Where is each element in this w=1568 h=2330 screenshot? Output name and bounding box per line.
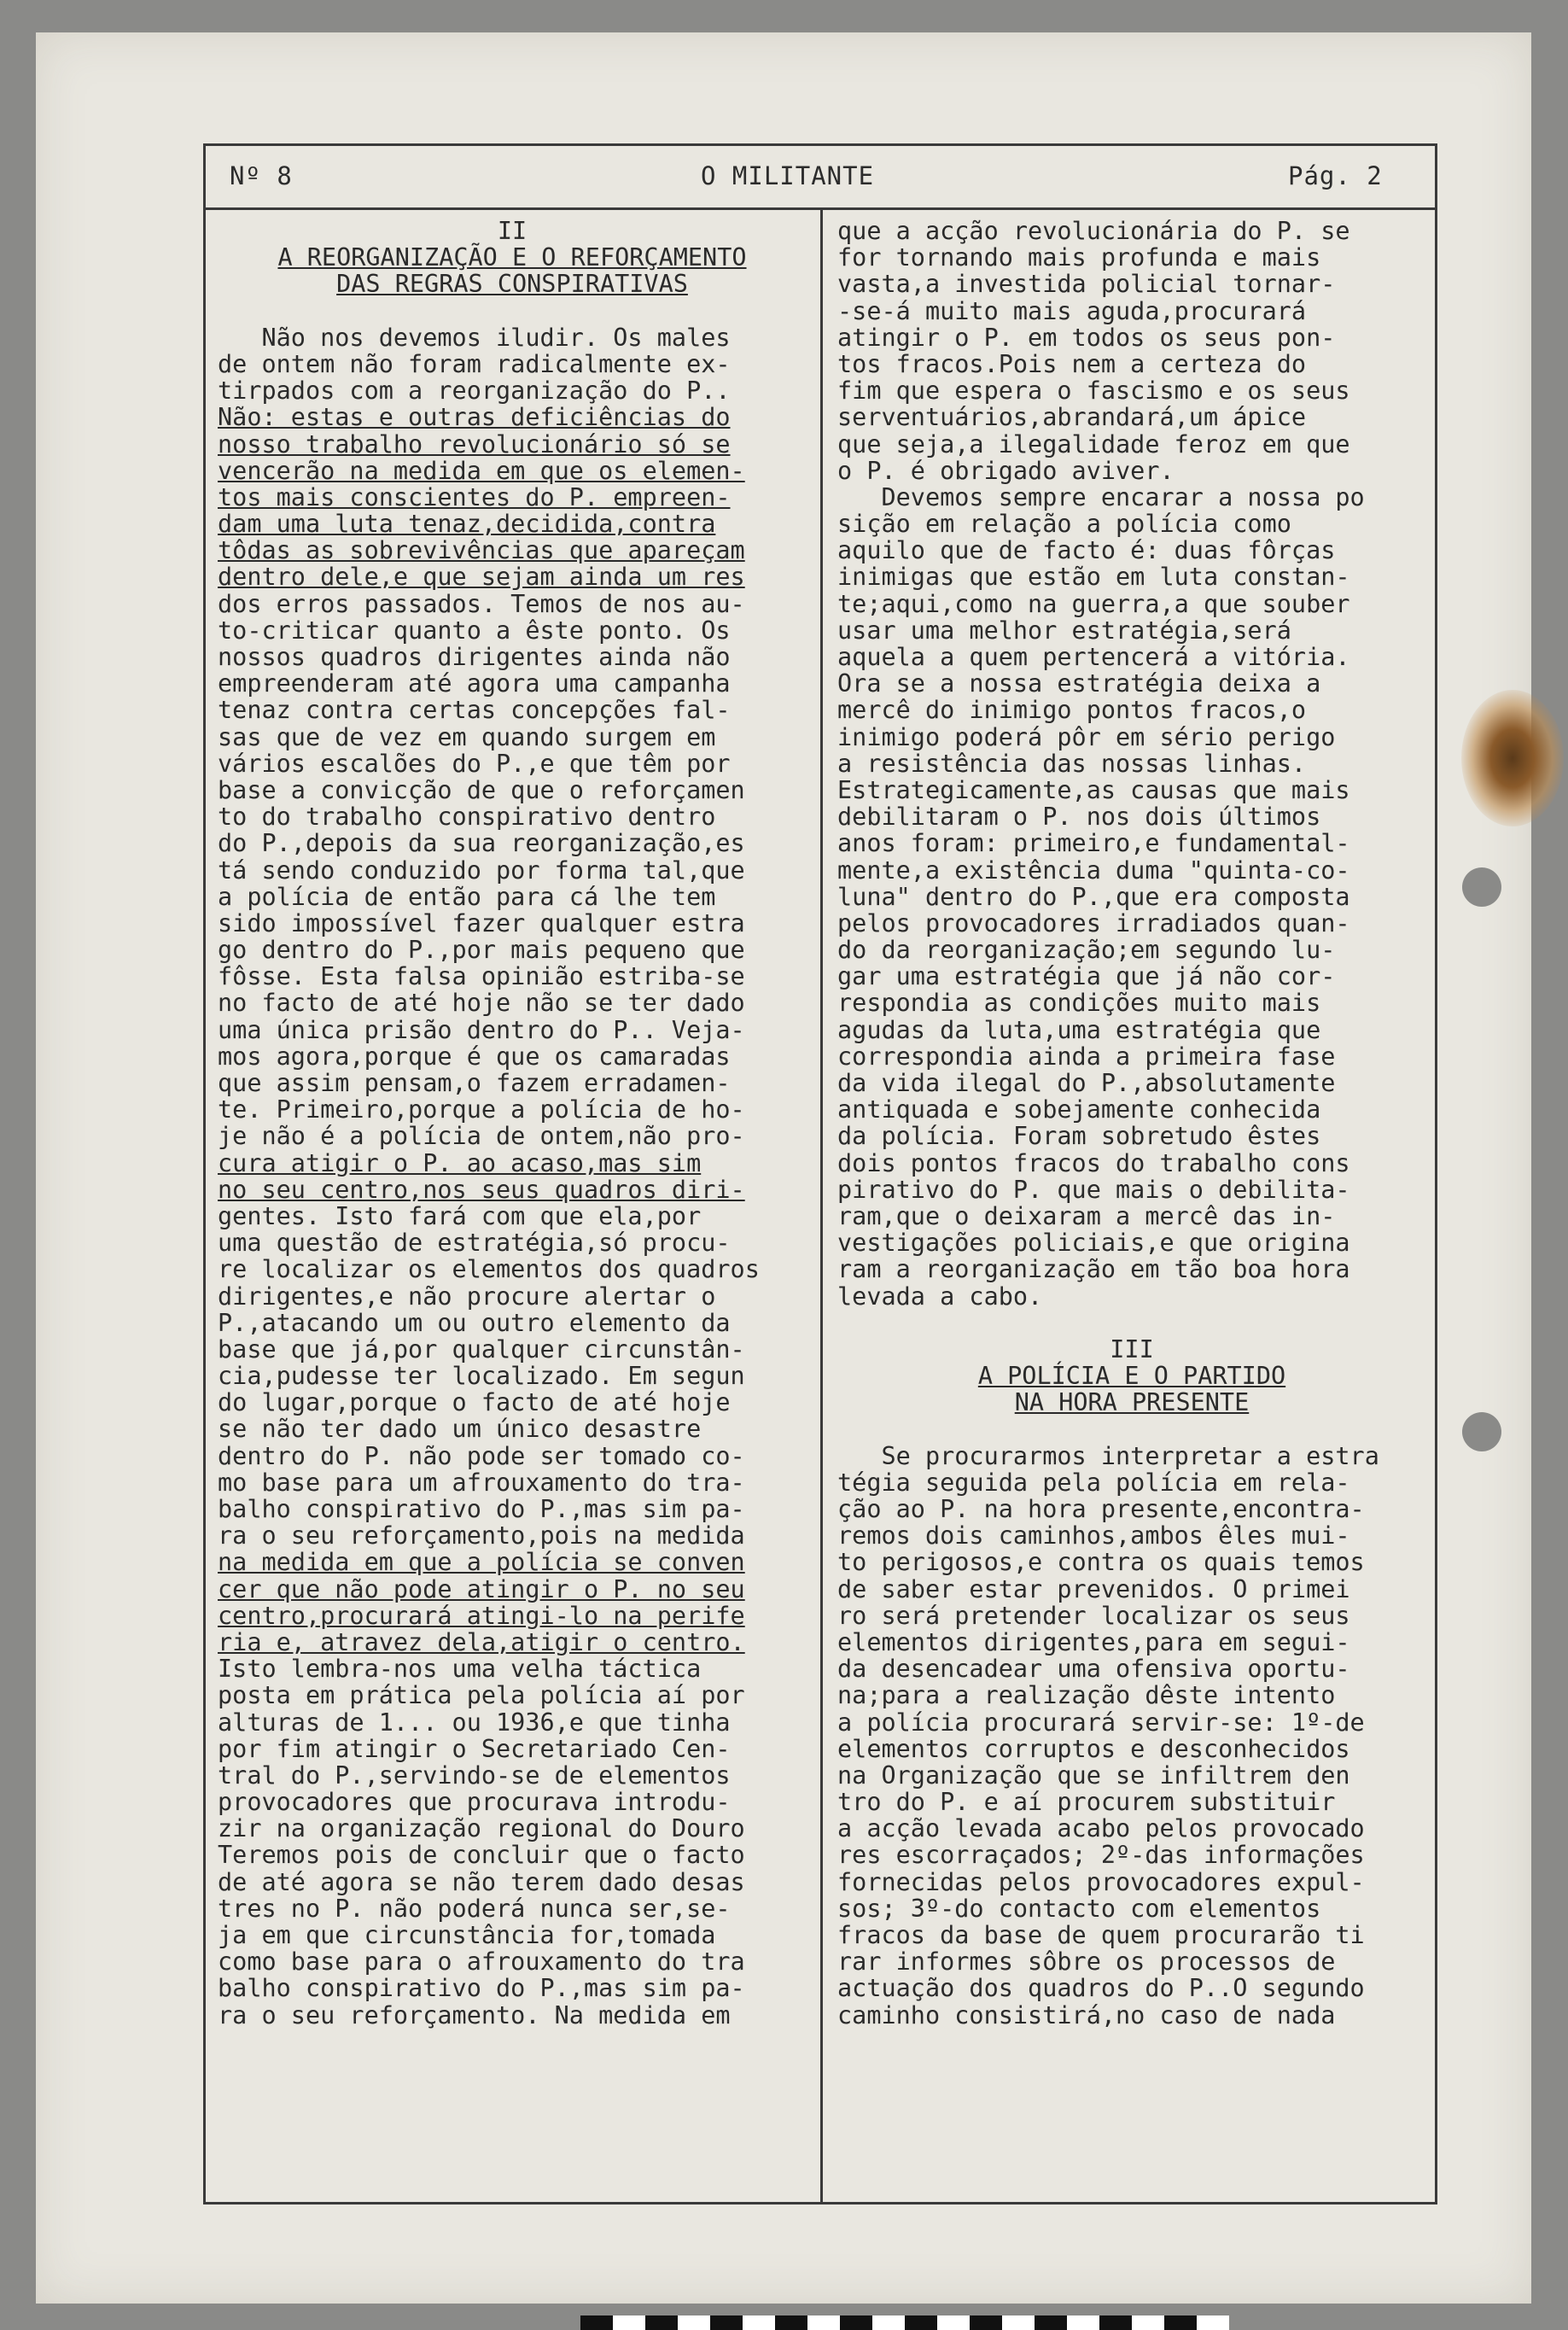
right-column-text-line: rar informes sôbre os processos de (837, 1948, 1336, 1977)
left-column-text-line: provocadores que procurava introdu- (218, 1788, 731, 1817)
left-column-text-line: na medida em que a polícia se conven (218, 1548, 745, 1577)
left-column-text-line: P.,atacando um ou outro elemento da (218, 1308, 731, 1337)
right-column-text-line: elementos dirigentes,para em segui- (837, 1627, 1350, 1656)
right-column-text-line: ram a reorganização em tão boa hora (837, 1255, 1350, 1284)
left-column-text-line: nosso trabalho revolucionário só se (218, 429, 731, 458)
right-column-text-line: que seja,a ilegalidade feroz em que (837, 429, 1350, 458)
right-column-text-line: res escorraçados; 2º-das informações (837, 1841, 1365, 1870)
publication-title: O MILITANTE (701, 161, 875, 190)
left-column-text-line: nossos quadros dirigentes ainda não (218, 643, 731, 671)
left-column-text-line: cia,pudesse ter localizado. Em segun (218, 1362, 745, 1391)
right-column-text-line: Ora se a nossa estratégia deixa a (837, 669, 1321, 698)
left-column-text-line: mos agora,porque é que os camaradas (218, 1042, 731, 1071)
right-column-text-line: sos; 3º-do contacto com elementos (837, 1894, 1321, 1923)
left-column-text-line: gentes. Isto fará com que ela,por (218, 1201, 702, 1230)
left-column-text-line: ria e, atravez dela,atigir o centro. (218, 1627, 745, 1656)
right-column-text-line (837, 1416, 1426, 1442)
left-column-text-line: Não: estas e outras deficiências do (218, 403, 731, 432)
right-column-text-line: actuação dos quadros do P..O segundo (837, 1974, 1365, 2003)
right-column-text-line: elementos corruptos e desconhecidos (837, 1734, 1350, 1763)
right-column-text-line: debilitaram o P. nos dois últimos (837, 803, 1321, 832)
right-column-text-line: sição em relação a polícia como (837, 510, 1291, 539)
right-column-text-line: antiquada e sobejamente conhecida (837, 1095, 1321, 1124)
right-column-text-line: a acção levada acabo pelos provocado (837, 1814, 1365, 1843)
left-column-text-line: ra o seu reforçamento,pois na medida (218, 1521, 745, 1550)
left-column-text-line: balho conspirativo do P.,mas sim pa- (218, 1495, 745, 1523)
right-column-text-line: a polícia procurará servir-se: 1º-de (837, 1708, 1365, 1737)
left-column-text-line: A REORGANIZAÇÃO E O REFORÇAMENTO (277, 243, 747, 272)
right-column-text-line: ção ao P. na hora presente,encontra- (837, 1495, 1365, 1523)
page-frame (203, 143, 1437, 2204)
right-column-text-line: inimigo poderá pôr em sério perigo (837, 722, 1336, 751)
right-column-text-line: de saber estar prevenidos. O primei (837, 1574, 1350, 1603)
right-column-text-line: ram,que o deixaram a mercê das in- (837, 1201, 1336, 1230)
left-column-text-line: de ontem não foram radicalmente ex- (218, 349, 731, 378)
left-column-text-line: sido impossível fazer qualquer estra (218, 908, 745, 937)
right-column-text-line: -se-á muito mais aguda,procurará (837, 296, 1307, 325)
right-column-text-line: tro do P. e aí procurem substituir (837, 1788, 1336, 1817)
left-column-text-line: Não nos devemos iludir. Os males (218, 323, 731, 352)
left-column-text-line: tôdas as sobrevivências que apareçam (218, 536, 745, 565)
right-column-text-line: NA HORA PRESENTE (1014, 1388, 1250, 1417)
right-column-text-line: aquilo que de facto é: duas fôrças (837, 536, 1336, 565)
right-column-text-line: atingir o P. em todos os seus pon- (837, 323, 1336, 352)
right-column-text-line: Estrategicamente,as causas que mais (837, 775, 1350, 804)
right-column-text-line: mente,a existência duma "quinta-co- (837, 856, 1350, 885)
right-column (837, 218, 1426, 2029)
right-column-text-line: mercê do inimigo pontos fracos,o (837, 696, 1307, 725)
right-column-text-line: pelos provocadores irradiados quan- (837, 908, 1350, 937)
left-column-text-line: a polícia de então para cá lhe tem (218, 882, 716, 911)
left-column-text-line: Teremos pois de concluir que o facto (218, 1841, 745, 1870)
left-column-text-line: re localizar os elementos dos quadros (218, 1255, 760, 1284)
left-column-text-line: base que já,por qualquer circunstân- (218, 1334, 745, 1364)
left-column-text-line: posta em prática pela polícia aí por (218, 1681, 745, 1710)
right-column-text-line: to perigosos,e contra os quais temos (837, 1548, 1365, 1577)
left-column-text-line: dos erros passados. Temos de nos au- (218, 589, 745, 618)
burn-stain (1461, 690, 1564, 826)
right-column-text-line: caminho consistirá,no caso de nada (837, 2000, 1336, 2029)
right-column-text-line: luna" dentro do P.,que era composta (837, 882, 1350, 911)
left-column-text-line: do P.,depois da sua reorganização,es (218, 829, 745, 858)
right-column-text-line: remos dois caminhos,ambos êles mui- (837, 1521, 1350, 1550)
right-column-text-line: da vida ilegal do P.,absolutamente (837, 1069, 1336, 1097)
left-column-text-line: ja em que circunstância for,tomada (218, 1921, 716, 1949)
left-column-text-line: balho conspirativo do P.,mas sim pa- (218, 1974, 745, 2003)
left-column-text-line: ra o seu reforçamento. Na medida em (218, 2000, 731, 2029)
left-column-text-line: fôsse. Esta falsa opinião estriba-se (218, 962, 745, 991)
column-divider (820, 207, 823, 2202)
left-column-text-line: tos mais conscientes do P. empreen- (218, 482, 731, 511)
right-column-text-line: Devemos sempre encarar a nossa po (837, 482, 1365, 511)
right-column-text-line: do da reorganização;em segundo lu- (837, 936, 1336, 965)
right-column-text-line: for tornando mais profunda e mais (837, 243, 1321, 272)
right-column-text-line: a resistência das nossas linhas. (837, 749, 1307, 778)
right-column-text-line (837, 1310, 1426, 1336)
left-column-text-line: alturas de 1... ou 1936,e que tinha (218, 1708, 731, 1737)
right-column-text-line: inimigas que estão em luta constan- (837, 563, 1350, 592)
left-column-text-line: zir na organização regional do Douro (218, 1814, 745, 1843)
right-column-text-line: levada a cabo. (837, 1282, 1043, 1311)
left-column-text-line: dentro do P. não pode ser tomado co- (218, 1441, 745, 1470)
left-column-text-line: Isto lembra-nos uma velha táctica (218, 1655, 702, 1684)
right-column-text-line: vasta,a investida policial tornar- (837, 270, 1336, 299)
right-column-text-line: usar uma melhor estratégia,será (837, 616, 1291, 645)
right-column-text-line: Se procurarmos interpretar a estra (837, 1441, 1379, 1470)
right-column-text-line: aquela a quem pertencerá a vitória. (837, 643, 1350, 671)
left-column-text-line: no seu centro,nos seus quadros diri- (218, 1175, 745, 1204)
scale-ruler (580, 2315, 1229, 2330)
right-column-text-line: fim que espera o fascismo e os seus (837, 377, 1350, 406)
left-column-text-line: tirpados com a reorganização do P.. (218, 377, 731, 406)
left-column-text-line: DAS REGRAS CONSPIRATIVAS (336, 270, 688, 299)
right-column-text-line: na;para a realização dêste intento (837, 1681, 1336, 1710)
left-column-text-line: vários escalões do P.,e que têm por (218, 749, 731, 778)
left-column-text-line: mo base para um afrouxamento do tra- (218, 1468, 745, 1497)
left-column-text-line: to do trabalho conspirativo dentro (218, 803, 716, 832)
left-column-text-line: base a convicção de que o reforçamen (218, 775, 745, 804)
punch-hole-top (1462, 867, 1501, 907)
left-column-text-line: go dentro do P.,por mais pequeno que (218, 936, 745, 965)
left-column-text-line: no facto de até hoje não se ter dado (218, 989, 745, 1018)
left-column-text-line: do lugar,porque o facto de até hoje (218, 1388, 731, 1417)
left-column-text-line: dentro dele,e que sejam ainda um res (218, 563, 745, 592)
right-column-text-line: correspondia ainda a primeira fase (837, 1042, 1336, 1071)
right-column-text-line: da desencadear uma ofensiva oportu- (837, 1655, 1350, 1684)
right-column-text-line: serventuários,abrandará,um ápice (837, 403, 1307, 432)
right-column-text-line: na Organização que se infiltrem den (837, 1761, 1350, 1790)
left-column-text-line: II (497, 217, 528, 245)
right-column-text-line: tégia seguida pela polícia em rela- (837, 1468, 1350, 1497)
right-column-text-line: fornecidas pelos provocadores expul- (837, 1867, 1365, 1896)
right-column-text-line: anos foram: primeiro,e fundamental- (837, 829, 1350, 858)
left-column-text-line: como base para o afrouxamento do tra (218, 1948, 745, 1977)
right-column-text-line: A POLÍCIA E O PARTIDO (977, 1362, 1286, 1391)
left-column-text-line: sas que de vez em quando surgem em (218, 722, 716, 751)
left-column-text-line: centro,procurará atingi-lo na perife (218, 1601, 745, 1630)
left-column-text-line: dam uma luta tenaz,decidida,contra (218, 510, 716, 539)
punch-hole-bottom (1462, 1412, 1501, 1451)
left-column-text-line: cer que não pode atingir o P. no seu (218, 1574, 745, 1603)
right-column-text-line: ro será pretender localizar os seus (837, 1601, 1350, 1630)
left-column-text-line: tenaz contra certas concepções fal- (218, 696, 731, 725)
right-column-text-line: gar uma estratégia que já não cor- (837, 962, 1336, 991)
left-column-text-line: je não é a polícia de ontem,não pro- (218, 1122, 745, 1151)
right-column-text-line: vestigações policiais,e que origina (837, 1229, 1350, 1258)
left-column-text-line: vencerão na medida em que os elemen- (218, 456, 745, 485)
page-header (206, 146, 1435, 210)
right-column-text-line: da polícia. Foram sobretudo êstes (837, 1122, 1321, 1151)
left-column-text-line: uma questão de estratégia,só procu- (218, 1229, 731, 1258)
left-column (218, 218, 807, 2029)
left-column-text-line: tres no P. não poderá nunca ser,se- (218, 1894, 731, 1923)
left-column-text-line: to-criticar quanto a êste ponto. Os (218, 616, 731, 645)
right-column-text-line: III (1110, 1334, 1154, 1364)
issue-number: Nº 8 (230, 161, 293, 190)
left-column-text-line: tá sendo conduzido por forma tal,que (218, 856, 745, 885)
right-column-text-line: fracos da base de quem procurarão ti (837, 1921, 1365, 1949)
typewritten-page (36, 32, 1531, 2304)
page-number: Pág. 2 (1288, 161, 1383, 190)
left-column-text-line: te. Primeiro,porque a polícia de ho- (218, 1095, 745, 1124)
left-column-text-line: de até agora se não terem dado desas (218, 1867, 745, 1896)
left-column-text-line: dirigentes,e não procure alertar o (218, 1282, 716, 1311)
left-column-text-line: empreenderam até agora uma campanha (218, 669, 731, 698)
right-column-text-line: tos fracos.Pois nem a certeza do (837, 349, 1307, 378)
left-column-text-line (218, 298, 807, 324)
right-column-text-line: respondia as condições muito mais (837, 989, 1321, 1018)
left-column-text-line: cura atigir o P. ao acaso,mas sim (218, 1148, 702, 1177)
right-column-text-line: pirativo do P. que mais o debilita- (837, 1175, 1350, 1204)
right-column-text-line: te;aqui,como na guerra,a que souber (837, 589, 1350, 618)
left-column-text-line: que assim pensam,o fazem erradamen- (218, 1069, 731, 1097)
left-column-text-line: se não ter dado um único desastre (218, 1415, 702, 1444)
left-column-text-line: tral do P.,servindo-se de elementos (218, 1761, 731, 1790)
left-column-text-line: por fim atingir o Secretariado Cen- (218, 1734, 731, 1763)
right-column-text-line: o P. é obrigado aviver. (837, 456, 1175, 485)
left-column-text-line: uma única prisão dentro do P.. Veja- (218, 1015, 745, 1044)
right-column-text-line: que a acção revolucionária do P. se (837, 217, 1350, 245)
right-column-text-line: agudas da luta,uma estratégia que (837, 1015, 1321, 1044)
right-column-text-line: dois pontos fracos do trabalho cons (837, 1148, 1350, 1177)
